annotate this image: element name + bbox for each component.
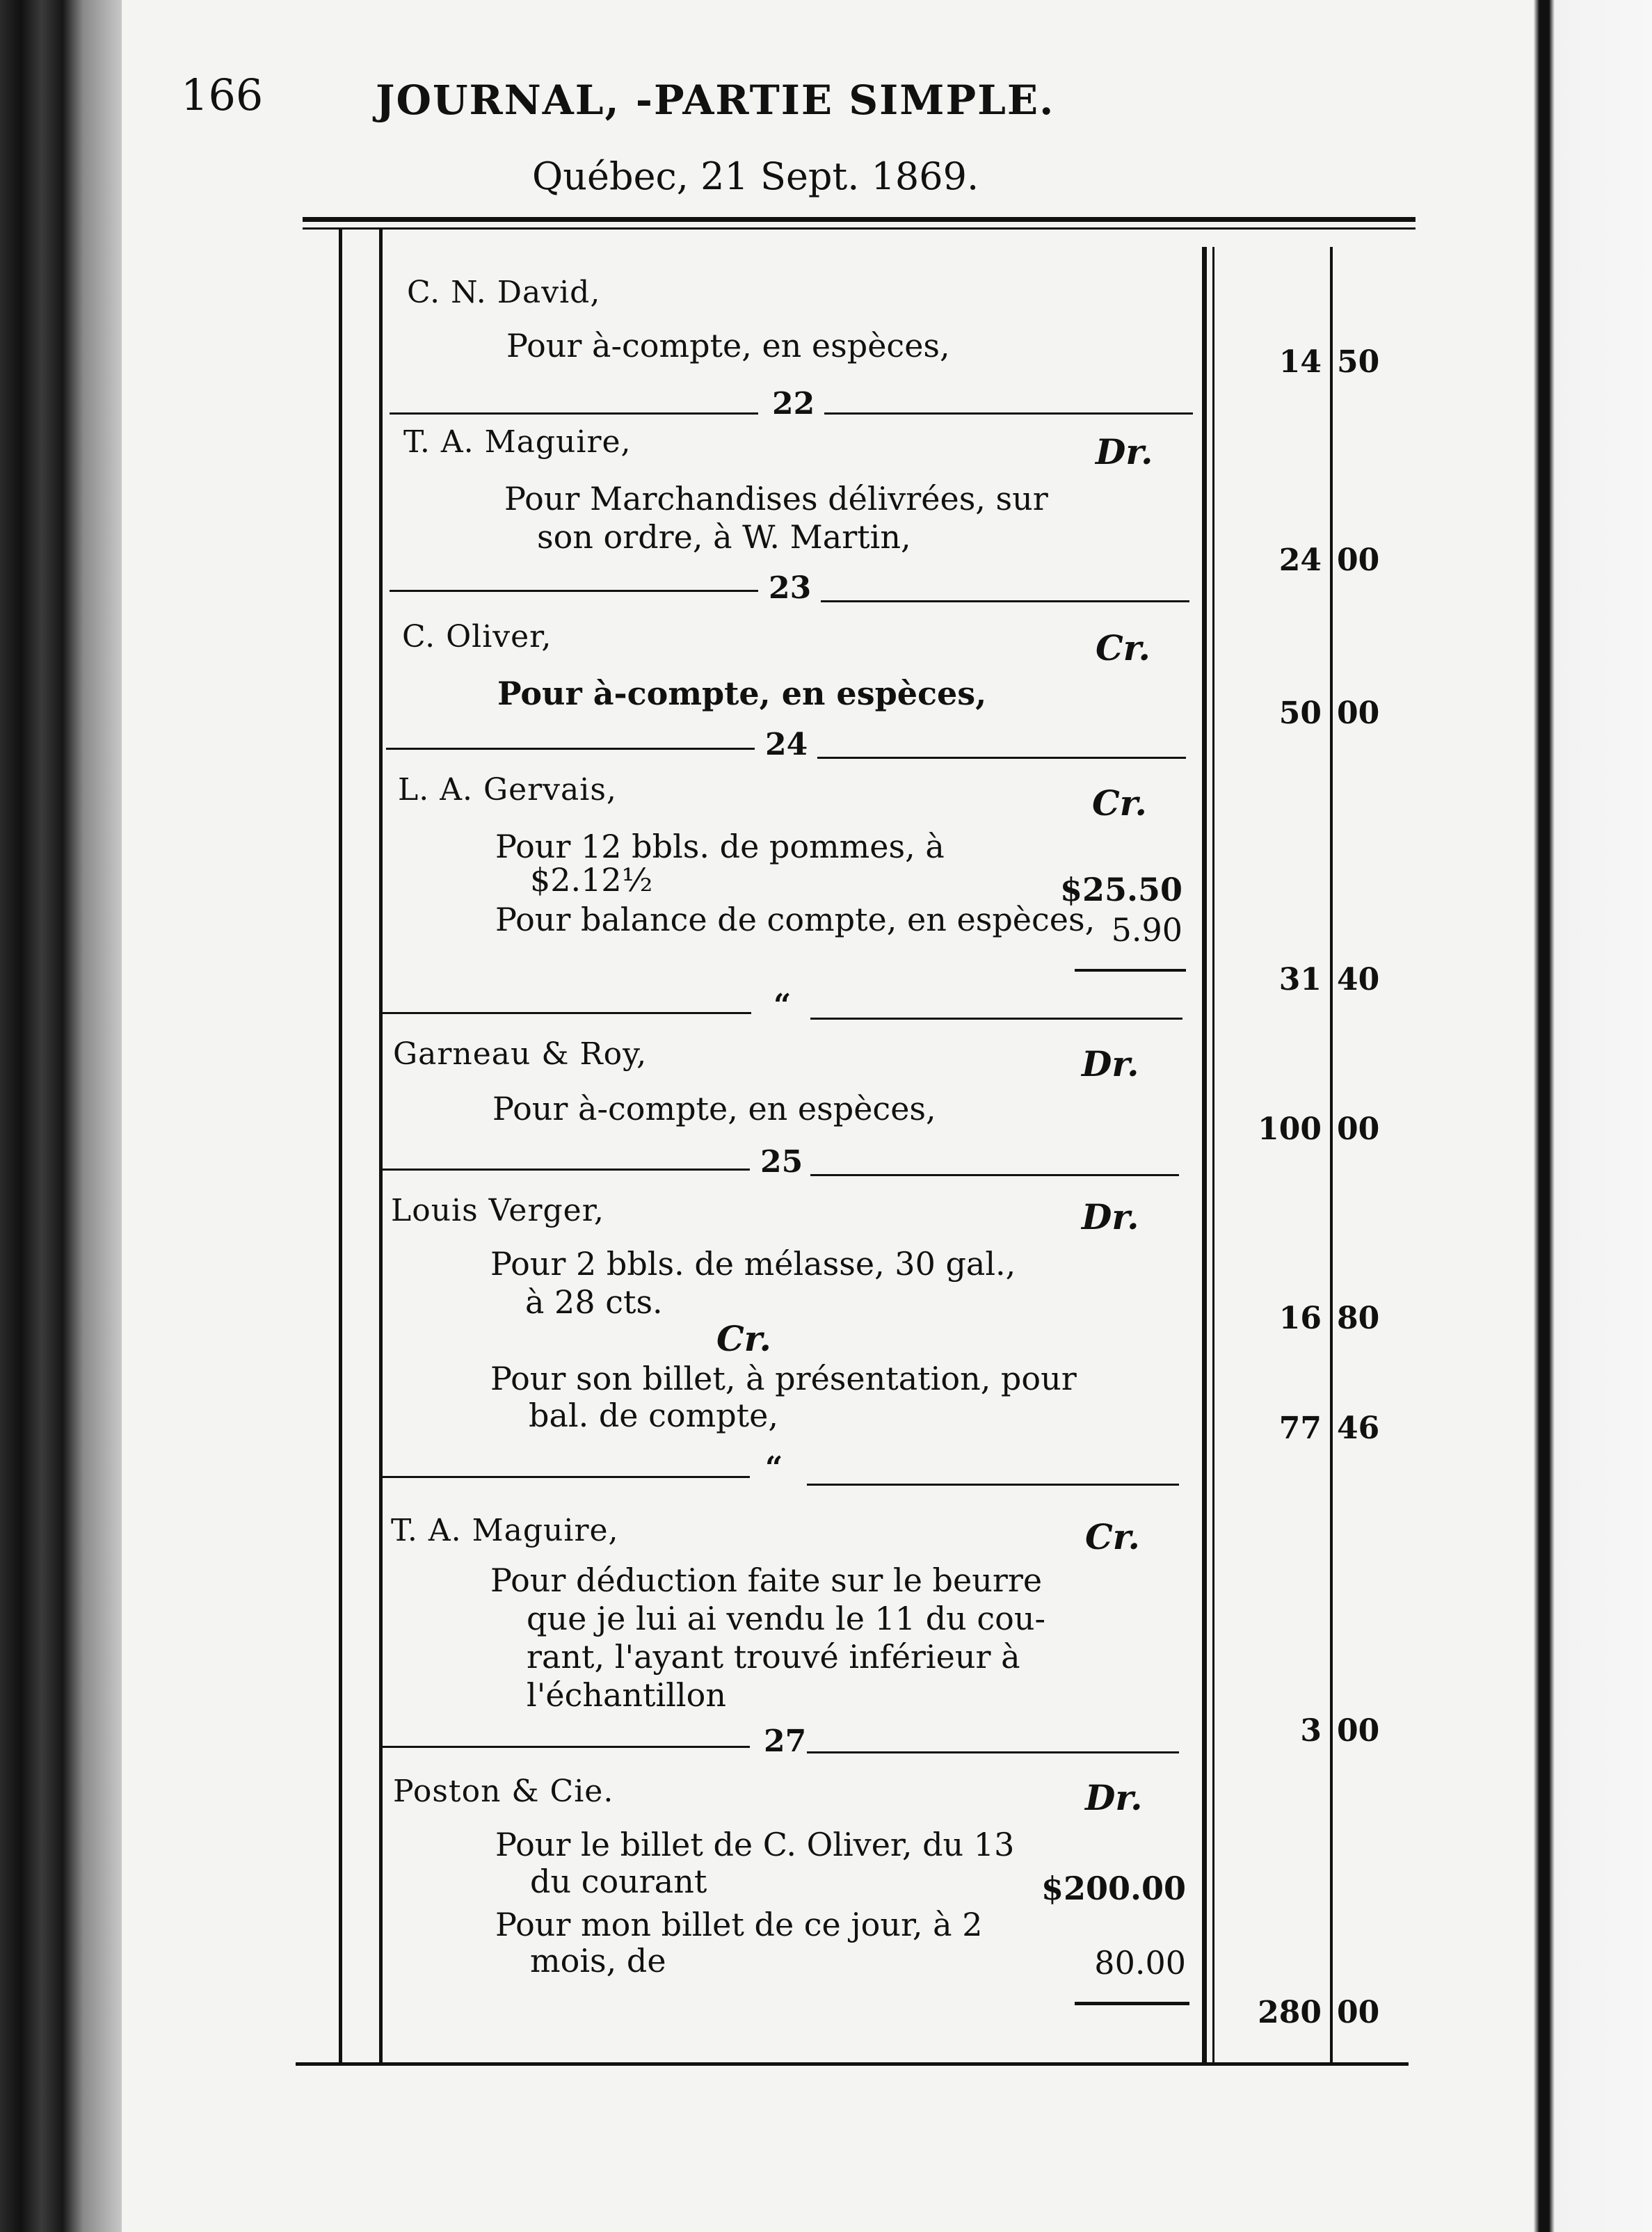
margin-line-inner <box>379 230 383 2062</box>
debit-credit-marker: Dr. <box>1096 431 1153 472</box>
margin-line-outer <box>339 230 342 2062</box>
subtotal-amount: 80.00 <box>1094 1944 1186 1982</box>
entry-name: Poston & Cie. <box>393 1774 614 1809</box>
entry-name: T. A. Maguire, <box>403 424 632 460</box>
ditto-mark: “ <box>765 1450 783 1486</box>
date-separator <box>390 412 758 415</box>
credit-marker: Cr. <box>716 1318 771 1359</box>
entry-line: Pour son billet, à présentation, pour <box>490 1360 1077 1397</box>
amount-dollars: 3 <box>1300 1713 1322 1749</box>
entry-line: du courant <box>530 1863 707 1900</box>
entry-line: mois, de <box>530 1942 666 1980</box>
date-number: 23 <box>769 570 812 606</box>
date-separator <box>390 590 758 592</box>
amount-dollars: 280 <box>1258 1995 1322 2030</box>
date-number: 25 <box>760 1144 803 1180</box>
page-edge <box>1534 0 1652 2232</box>
book-spine <box>0 0 122 2232</box>
subtotal-amount: $200.00 <box>1041 1870 1186 1907</box>
date-number: 22 <box>772 386 815 421</box>
ditto-mark: “ <box>773 988 792 1023</box>
date-separator <box>381 1746 750 1748</box>
amount-dollars: 16 <box>1278 1301 1322 1336</box>
debit-credit-marker: Cr. <box>1096 627 1150 668</box>
entry-name: L. A. Gervais, <box>398 772 617 808</box>
amount-dollars: 100 <box>1258 1111 1322 1147</box>
entry-name: Garneau & Roy, <box>393 1036 648 1072</box>
entry-line: $2.12½ <box>530 861 653 899</box>
entry-line: Pour à-compte, en espèces, <box>497 675 987 712</box>
subtotal-rule <box>1075 969 1186 972</box>
debit-credit-marker: Dr. <box>1085 1777 1143 1818</box>
page-title: JOURNAL, -PARTIE SIMPLE. <box>376 77 1055 124</box>
entry-name: C. N. David, <box>407 275 601 310</box>
cents-column-line <box>1330 247 1333 2062</box>
date-separator <box>810 1018 1182 1020</box>
top-rule <box>303 217 1416 222</box>
date-separator <box>817 757 1186 759</box>
amount-dollars: 31 <box>1278 962 1322 997</box>
date-separator <box>386 748 755 750</box>
entry-line: Pour 2 bbls. de mélasse, 30 gal., <box>490 1245 1016 1283</box>
debit-credit-marker: Dr. <box>1082 1043 1139 1084</box>
entry-line: à 28 cts. <box>525 1283 663 1321</box>
bottom-rule <box>296 2062 1409 2066</box>
amount-column-line-thin <box>1212 247 1214 2062</box>
top-rule-thin <box>303 227 1416 230</box>
entry-line: Pour Marchandises délivrées, sur <box>504 480 1048 517</box>
entry-line: Pour à-compte, en espèces, <box>492 1090 936 1127</box>
date-separator <box>810 1174 1179 1176</box>
entry-line: l'échantillon <box>527 1676 726 1714</box>
entry-name: Louis Verger, <box>391 1193 604 1228</box>
entry-line: Pour le billet de C. Oliver, du 13 <box>495 1826 1015 1863</box>
amount-cents: 00 <box>1337 1111 1380 1147</box>
subtotal-amount: $25.50 <box>1059 871 1182 908</box>
amount-cents: 50 <box>1337 344 1380 380</box>
amount-dollars: 50 <box>1278 696 1322 731</box>
amount-cents: 80 <box>1337 1301 1380 1336</box>
debit-credit-marker: Dr. <box>1082 1196 1139 1237</box>
debit-credit-marker: Cr. <box>1092 782 1147 824</box>
entry-line: bal. de compte, <box>529 1397 778 1434</box>
entry-name: T. A. Maguire, <box>391 1513 619 1548</box>
entry-line: Pour balance de compte, en espèces, <box>495 901 1096 938</box>
debit-credit-marker: Cr. <box>1085 1516 1140 1557</box>
entry-line: que je lui ai vendu le 11 du cou- <box>527 1600 1046 1637</box>
date-number: 24 <box>765 727 808 762</box>
amount-cents: 00 <box>1337 1713 1380 1749</box>
amount-cents: 46 <box>1337 1411 1380 1446</box>
entry-line: rant, l'ayant trouvé inférieur à <box>527 1638 1020 1676</box>
amount-cents: 40 <box>1337 962 1380 997</box>
amount-cents: 00 <box>1337 696 1380 731</box>
amount-column-line <box>1202 247 1207 2062</box>
amount-dollars: 24 <box>1278 543 1322 578</box>
entry-line: Pour mon billet de ce jour, à 2 <box>495 1906 983 1943</box>
subtotal-amount: 5.90 <box>1111 911 1182 949</box>
entry-line: son ordre, à W. Martin, <box>537 518 911 556</box>
entry-line: Pour à-compte, en espèces, <box>506 327 950 364</box>
amount-cents: 00 <box>1337 543 1380 578</box>
date-separator <box>807 1484 1179 1486</box>
entry-name: C. Oliver, <box>402 619 552 655</box>
amount-dollars: 77 <box>1278 1411 1322 1446</box>
subtotal-rule <box>1075 2002 1189 2005</box>
page-number: 166 <box>181 70 264 120</box>
date-number: 27 <box>764 1724 807 1759</box>
date-separator <box>383 1012 751 1014</box>
entry-line: Pour déduction faite sur le beurre <box>490 1561 1043 1599</box>
amount-cents: 00 <box>1337 1995 1380 2030</box>
date-separator <box>807 1751 1179 1753</box>
date-separator <box>381 1476 750 1478</box>
entry-line: Pour 12 bbls. de pommes, à <box>495 828 945 865</box>
amount-dollars: 14 <box>1278 344 1322 380</box>
date-separator <box>381 1169 750 1171</box>
date-line: Québec, 21 Sept. 1869. <box>532 154 979 198</box>
date-separator <box>821 600 1189 602</box>
date-separator <box>824 412 1193 415</box>
